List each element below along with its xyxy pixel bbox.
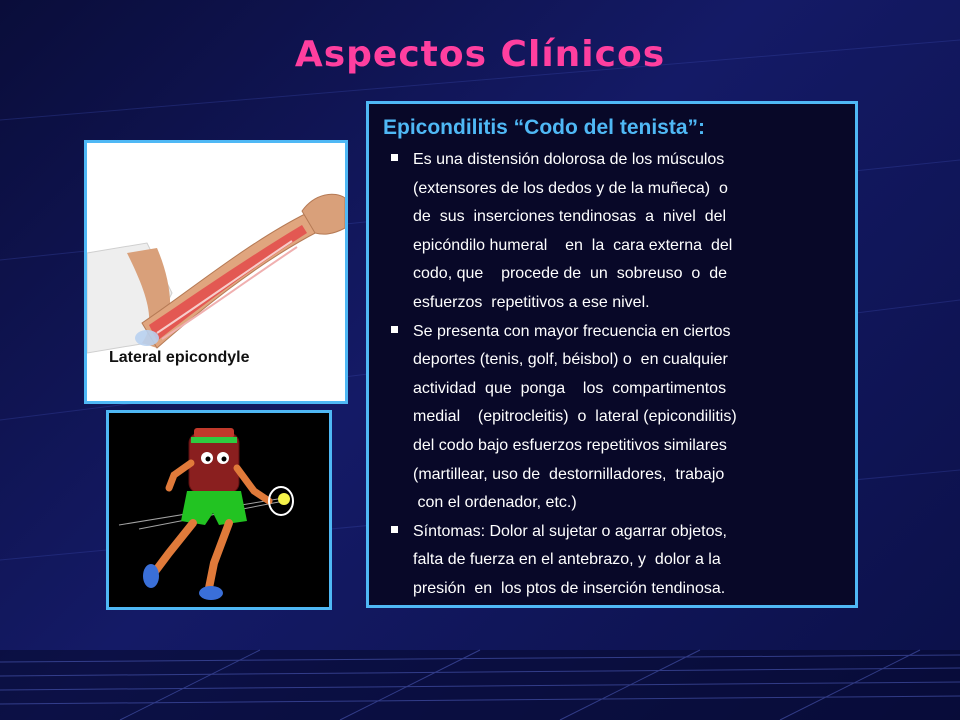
bullet-line: medial (epitrocleitis) o lateral (epicondilitis) (413, 408, 737, 426)
bullet-line: (martillear, uso de destornilladores, trabajo (413, 465, 725, 483)
bullet-line: (extensores de los dedos y de la muñeca) o (413, 179, 728, 197)
content-heading: Epicondilitis “Codo del tenista”: (383, 116, 706, 139)
bullet-line: deportes (tenis, golf, béisbol) o en cualquier (413, 351, 728, 369)
bullet-square-icon (391, 154, 398, 161)
tennis-image-frame (106, 410, 332, 610)
bullet-frequency (383, 318, 845, 518)
bullet-line: epicóndilo humeral en la cara externa del (413, 236, 733, 254)
bullet-line: falta de fuerza en el antebrazo, y dolor a la (413, 551, 721, 569)
bullet-square-icon (391, 526, 398, 533)
arm-image-frame (84, 140, 348, 404)
bullet-line: presión en los ptos de inserción tendinosa. (413, 579, 726, 597)
bullet-line: Síntomas: Dolor al sujetar o agarrar objetos, (413, 522, 727, 540)
arm-image-caption: Lateral epicondyle (109, 349, 250, 366)
bullet-square-icon (391, 326, 398, 333)
content-panel (366, 101, 858, 608)
bullet-line: Se presenta con mayor frecuencia en ciertos (413, 322, 731, 340)
bullet-line: esfuerzos repetitivos a ese nivel. (413, 293, 650, 311)
bullet-line: de sus inserciones tendinosas a nivel del (413, 208, 727, 226)
bullet-line: con el ordenador, etc.) (413, 494, 577, 512)
bullet-line: codo, que procede de un sobreuso o de (413, 265, 727, 283)
bullet-line: del codo bajo esfuerzos repetitivos similares (413, 436, 727, 454)
bullet-line: actividad que ponga los compartimentos (413, 379, 727, 397)
slide-title: Aspectos Clínicos (294, 34, 666, 75)
bullet-definition (383, 146, 845, 318)
bullet-symptoms (383, 518, 845, 604)
tennis-player-icon (109, 413, 329, 607)
bullet-line: Es una distensión dolorosa de los músculos (413, 151, 725, 168)
